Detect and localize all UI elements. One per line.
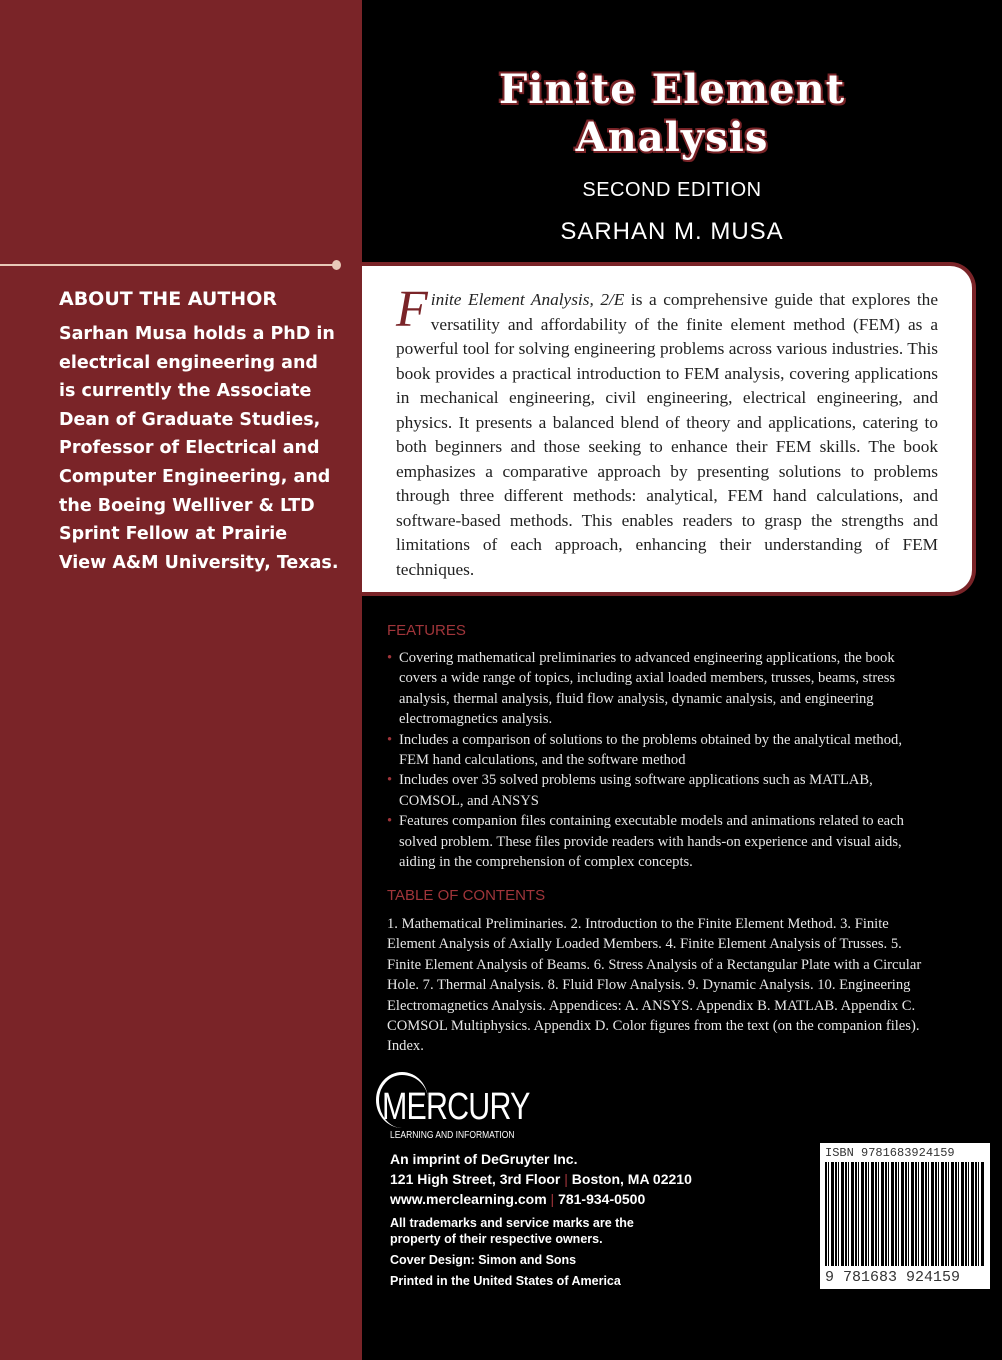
city: Boston, MA 02210 — [571, 1171, 692, 1187]
feature-item: • Covering mathematical preliminaries to advanced engineering applications, the book covers a wide range of topics, including axial loaded members, trusses, beams, stress analysis, thermal analysis, fluid flow analysis, dynamic analysis, and engineering electromagnetics analysis. — [387, 648, 932, 730]
author-name: Sarhan Musa — [59, 324, 187, 344]
logo-name: MERCURY — [382, 1086, 530, 1128]
trademarks: All trademarks and service marks are the property of their respective owners. — [390, 1216, 634, 1246]
imprint: An imprint of DeGruyter Inc. — [390, 1151, 578, 1167]
left-panel — [0, 0, 362, 1360]
cover-design: Cover Design: Simon and Sons — [390, 1253, 577, 1267]
author: SARHAN M. MUSA — [560, 218, 784, 245]
description-text: is a comprehensive guide that explores the versatility and affordability of the finite element method (FEM) as a powerful tool for solving engineering problems across various industries. This book provides a practical introduction to FEM analysis, covering applications in mechanical engineering, civil engineering, electrical engineering, and physics. It presents a balanced blend of theory and applications, catering to both beginners and those seeking to enhance their FEM skills. The book emphasizes a comparative approach by presenting solutions to problems through three different methods: analytical, FEM hand calculations, and software-based methods. This enables readers to grasp the strengths and limitations of each approach, enhancing their understanding of FEM techniques. — [396, 290, 938, 579]
isbn-barcode — [820, 1143, 990, 1289]
divider-rule — [0, 264, 336, 266]
about-heading: ABOUT THE AUTHOR — [59, 288, 277, 310]
drop-cap: F — [396, 281, 428, 338]
feature-item: • Includes a comparison of solutions to the problems obtained by the analytical method, FEM hand calculations, and the software method — [387, 730, 932, 771]
toc-heading: TABLE OF CONTENTS — [387, 887, 546, 904]
isbn-label: ISBN 9781683924159 — [825, 1146, 955, 1160]
barcode-bars — [825, 1162, 985, 1266]
barcode-digits: 9 781683 924159 — [825, 1269, 961, 1286]
toc-text: 1. Mathematical Preliminaries. 2. Introduction to the Finite Element Method. 3. Finite Element Analysis of Axially Loaded Members. 4. Finite Element Analysis of Trusses. 5. Finite Element Analysis of Beams. 6. Stress Analysis of a Rectangular Plate with a Circular Hole. 7. Thermal Analysis. 8. Fluid Flow Analysis. 9. Dynamic Analysis. 10. Engineering Electromagnetics Analysis. Appendices: A. ANSYS. Appendix B. MATLAB. Appendix C. COMSOL Multiphysics. Appendix D. Color figures from the text (on the companion files). Index. — [387, 916, 922, 1055]
about-body — [59, 320, 339, 577]
feature-item: • Includes over 35 solved problems using software applications such as MATLAB, COMSOL, and ANSYS — [387, 770, 932, 811]
street: 121 High Street, 3rd Floor — [390, 1171, 561, 1187]
description-title: inite Element Analysis, 2/E — [430, 290, 625, 309]
description — [396, 281, 938, 582]
title-line-2: Analysis — [575, 114, 769, 161]
publisher-info: An imprint of DeGruyter Inc. 121 High Street, 3rd Floor | Boston, MA 02210 www.merclearning.com | 781-934-0500 — [390, 1151, 692, 1207]
about-text: holds a PhD in electrical engineering and is currently the Associate Dean of Graduate Studies, Professor of Electrical and Computer Engineering, and the Boeing Welliver & LTD Sprint Fellow at Prairie View A&M University, Texas. — [59, 324, 339, 573]
printed-in: Printed in the United States of America — [390, 1274, 621, 1288]
book-title — [362, 66, 982, 162]
feature-item: • Features companion files containing executable models and animations related to each solved problem. These files provide readers with hands-on experience and visual aids, aiding in the comprehension of complex concepts. — [387, 811, 932, 872]
title-line-1: Finite Element — [498, 66, 846, 113]
phone: 781-934-0500 — [558, 1191, 646, 1207]
description-box — [362, 262, 976, 596]
features-heading: FEATURES — [387, 622, 466, 639]
features-list — [387, 648, 932, 872]
legal-info — [390, 1215, 660, 1294]
website: www.merclearning.com — [390, 1191, 547, 1207]
divider-dot — [332, 260, 341, 270]
edition: SECOND EDITION — [582, 179, 762, 201]
logo-subtitle: LEARNING AND INFORMATION — [390, 1130, 515, 1141]
